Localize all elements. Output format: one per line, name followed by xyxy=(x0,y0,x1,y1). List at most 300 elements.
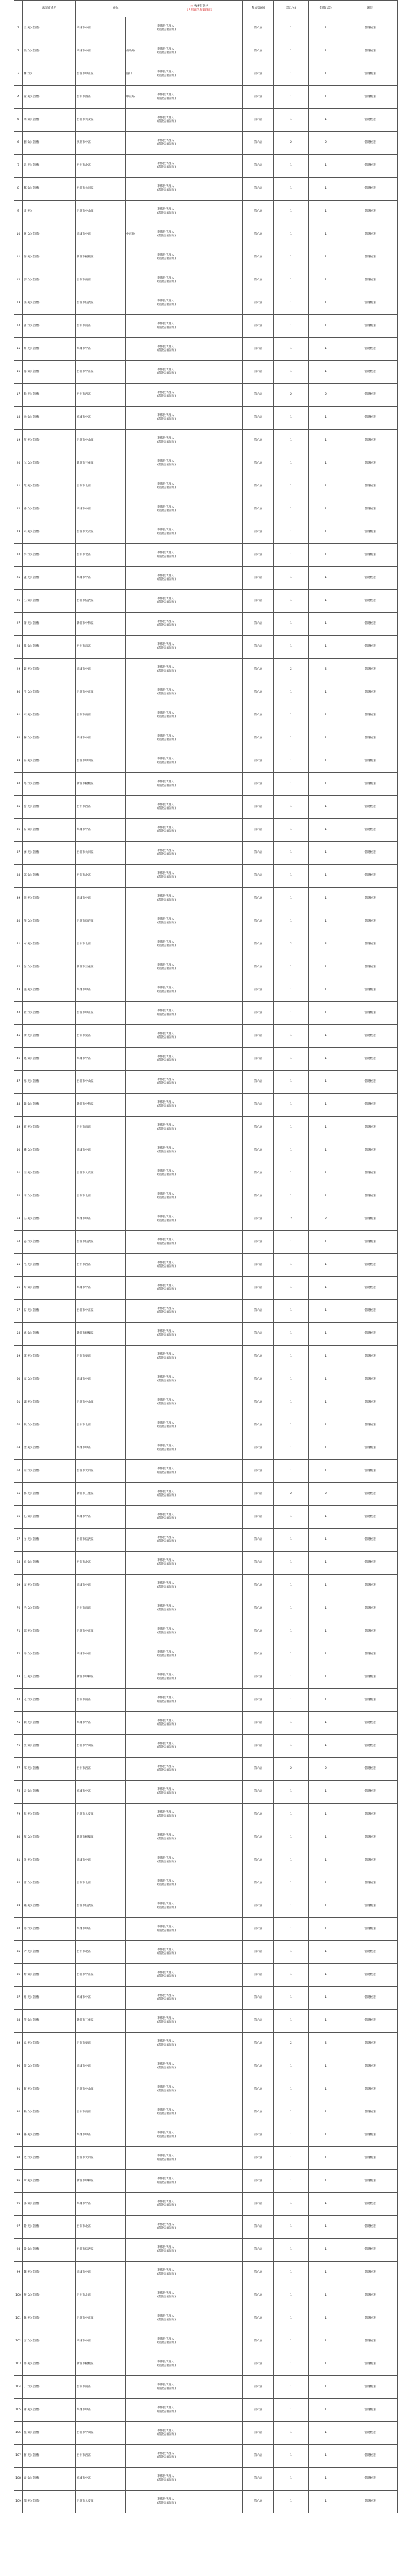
cell-street xyxy=(126,2055,156,2078)
table-row xyxy=(14,842,398,865)
cell-count-a: 1 xyxy=(274,2193,309,2216)
table-row xyxy=(14,1941,398,1964)
agent-text: 李伟股代理人 (當說話)(請加) xyxy=(157,1375,176,1383)
cell-no: 49 xyxy=(14,1117,23,1139)
agent-text: 李伟股代理人 (當說話)(請加) xyxy=(157,1307,176,1314)
agent-text: 李伟股代理人 (當說話)(請加) xyxy=(157,2200,176,2207)
cell-address: 高雄市中區 xyxy=(76,1781,126,1804)
cell-street xyxy=(126,681,156,704)
cell-count-b: 1 xyxy=(309,1941,343,1964)
cell-remark: 當選候選 xyxy=(343,2468,398,2491)
cell-remark: 當選候選 xyxy=(343,178,398,201)
cell-agent xyxy=(156,269,243,292)
cell-address: 台北市中山區 xyxy=(76,750,126,773)
agent-text: 李伟股代理人 (當說話)(請加) xyxy=(157,1398,176,1406)
table-row xyxy=(14,2491,398,2513)
cell-remark: 當選候選 xyxy=(343,1689,398,1712)
cell-remark: 當選候選 xyxy=(343,1346,398,1368)
cell-count-b: 1 xyxy=(309,1712,343,1735)
agent-text: 李伟股代理人 (當說話)(請加) xyxy=(157,1467,176,1474)
header-agent xyxy=(156,1,243,17)
agent-text: 李伟股代理人 (當說話)(請加) xyxy=(157,459,176,467)
cell-agent xyxy=(156,727,243,750)
cell-name: 薛(男)(全體) xyxy=(23,2353,76,2376)
cell-no: 96 xyxy=(14,2193,23,2216)
cell-address: 台中市北區 xyxy=(76,155,126,178)
cell-remark: 當選候選 xyxy=(343,2033,398,2055)
cell-remark: 當選候選 xyxy=(343,1094,398,1117)
agent-text: 李伟股代理人 (當說話)(請加) xyxy=(157,963,176,970)
cell-street xyxy=(126,1506,156,1529)
cell-name: 何(男)(全體) xyxy=(23,430,76,452)
agent-text: 李伟股代理人 (當說話)(請加) xyxy=(157,1192,176,1199)
cell-no: 5 xyxy=(14,109,23,132)
cell-no: 12 xyxy=(14,269,23,292)
cell-count-a: 1 xyxy=(274,1666,309,1689)
cell-address: 台北市中正區 xyxy=(76,1964,126,1987)
cell-count-b: 1 xyxy=(309,1460,343,1483)
cell-street: 中正路 xyxy=(126,86,156,109)
cell-no: 87 xyxy=(14,1987,23,2010)
cell-no: 72 xyxy=(14,1643,23,1666)
cell-name: 馮(男)(全體) xyxy=(23,1071,76,1094)
cell-meeting: 第六屆 xyxy=(243,2353,274,2376)
cell-remark: 當選候選 xyxy=(343,1735,398,1758)
cell-name: 段(男)(全體) xyxy=(23,1849,76,1872)
cell-agent xyxy=(156,842,243,865)
cell-remark: 當選候選 xyxy=(343,819,398,842)
cell-name: 金(男)(全體) xyxy=(23,1437,76,1460)
cell-agent xyxy=(156,1002,243,1025)
cell-address: 新北市三重區 xyxy=(76,2010,126,2033)
cell-address: 高雄市中區 xyxy=(76,1277,126,1300)
agent-text: 李伟股代理人 (當說話)(請加) xyxy=(157,940,176,948)
table-row xyxy=(14,1735,398,1758)
cell-street xyxy=(126,1918,156,1941)
cell-meeting: 第六屆 xyxy=(243,1529,274,1552)
cell-count-b: 1 xyxy=(309,2491,343,2513)
agent-text: 李伟股代理人 (當說話)(請加) xyxy=(157,780,176,787)
cell-meeting: 第六屆 xyxy=(243,1987,274,2010)
cell-count-a: 1 xyxy=(274,2468,309,2491)
cell-no: 75 xyxy=(14,1712,23,1735)
agent-text: 李伟股代理人 (當說話)(請加) xyxy=(157,1948,176,1955)
table-row xyxy=(14,1414,398,1437)
table-row xyxy=(14,956,398,979)
cell-meeting: 第六屆 xyxy=(243,2491,274,2513)
cell-street xyxy=(126,155,156,178)
cell-remark: 當選候選 xyxy=(343,86,398,109)
cell-address: 台中市北區 xyxy=(76,1941,126,1964)
cell-no: 52 xyxy=(14,1185,23,1208)
cell-count-a: 1 xyxy=(274,2170,309,2193)
cell-count-b: 1 xyxy=(309,2284,343,2307)
cell-street xyxy=(126,613,156,636)
agent-text: 李伟股代理人 (當說話)(請加) xyxy=(157,413,176,421)
cell-meeting: 第六屆 xyxy=(243,2445,274,2468)
cell-address: 台中市西區 xyxy=(76,1758,126,1781)
cell-street xyxy=(126,407,156,430)
cell-agent xyxy=(156,704,243,727)
header-agent-label: 致委任者名 xyxy=(194,4,209,8)
cell-address: 高雄市中區 xyxy=(76,819,126,842)
cell-name: 盧(男)(全體) xyxy=(23,567,76,590)
cell-count-a: 1 xyxy=(274,1048,309,1071)
table-row xyxy=(14,1208,398,1231)
cell-name: 宋(男)(全體) xyxy=(23,704,76,727)
cell-count-a: 1 xyxy=(274,1895,309,1918)
cell-name: 武(男)(全體) xyxy=(23,2033,76,2055)
cell-count-a: 1 xyxy=(274,727,309,750)
header-agent-sub: (大智區代表第四區) xyxy=(187,9,212,12)
cell-count-b: 1 xyxy=(309,1048,343,1071)
agent-text: 李伟股代理人 (當說話)(請加) xyxy=(157,2131,176,2138)
cell-remark: 當選候選 xyxy=(343,1666,398,1689)
cell-count-b: 1 xyxy=(309,361,343,384)
cell-agent xyxy=(156,361,243,384)
cell-meeting: 第六屆 xyxy=(243,475,274,498)
cell-count-b: 1 xyxy=(309,1437,343,1460)
cell-remark: 當選候選 xyxy=(343,1964,398,1987)
cell-street xyxy=(126,1483,156,1506)
cell-agent xyxy=(156,865,243,888)
cell-meeting: 第六屆 xyxy=(243,1666,274,1689)
cell-street xyxy=(126,1025,156,1048)
cell-count-b: 1 xyxy=(309,1071,343,1094)
cell-meeting: 第六屆 xyxy=(243,1414,274,1437)
cell-agent xyxy=(156,1689,243,1712)
cell-street xyxy=(126,1758,156,1781)
cell-no: 34 xyxy=(14,773,23,796)
table-row xyxy=(14,636,398,659)
agent-text: 李伟股代理人 (當說話)(請加) xyxy=(157,2062,176,2070)
cell-name: 袁(女)(全體) xyxy=(23,2468,76,2491)
cell-address: 新北市中和區 xyxy=(76,1666,126,1689)
agent-text: 李伟股代理人 (當說話)(請加) xyxy=(157,1558,176,1566)
cell-count-a: 2 xyxy=(274,1208,309,1231)
cell-meeting: 第六屆 xyxy=(243,1094,274,1117)
cell-address: 台中市南區 xyxy=(76,2101,126,2124)
cell-street xyxy=(126,201,156,223)
cell-count-b: 1 xyxy=(309,1529,343,1552)
cell-street xyxy=(126,1391,156,1414)
cell-count-b: 1 xyxy=(309,86,343,109)
cell-count-b: 1 xyxy=(309,1300,343,1323)
table-row xyxy=(14,407,398,430)
cell-count-a: 1 xyxy=(274,1071,309,1094)
cell-remark: 當選候選 xyxy=(343,1414,398,1437)
cell-remark: 當選候選 xyxy=(343,681,398,704)
cell-street xyxy=(126,1048,156,1071)
cell-address: 台北市大安區 xyxy=(76,2491,126,2513)
cell-agent xyxy=(156,155,243,178)
cell-street xyxy=(126,819,156,842)
cell-agent xyxy=(156,1735,243,1758)
agent-text: 李伟股代理人 (當說話)(請加) xyxy=(157,436,176,444)
table-row xyxy=(14,2284,398,2307)
agent-text: 李伟股代理人 (當說話)(請加) xyxy=(157,1032,176,1039)
cell-name: 朱(男)(全體) xyxy=(23,521,76,544)
cell-street xyxy=(126,1094,156,1117)
table-row xyxy=(14,1849,398,1872)
cell-count-a: 1 xyxy=(274,1460,309,1483)
cell-no: 33 xyxy=(14,750,23,773)
cell-meeting: 第六屆 xyxy=(243,590,274,613)
cell-no: 40 xyxy=(14,910,23,933)
cell-count-b: 1 xyxy=(309,613,343,636)
cell-remark: 當選候選 xyxy=(343,40,398,63)
cell-count-b: 1 xyxy=(309,498,343,521)
cell-count-b: 1 xyxy=(309,1597,343,1620)
cell-count-a: 1 xyxy=(274,1437,309,1460)
cell-meeting: 第六屆 xyxy=(243,819,274,842)
agent-text: 李伟股代理人 (當說話)(請加) xyxy=(157,528,176,535)
cell-name: 邵(男)(全體) xyxy=(23,1758,76,1781)
cell-meeting: 第六屆 xyxy=(243,201,274,223)
cell-address: 新北市板橋區 xyxy=(76,246,126,269)
cell-count-b: 1 xyxy=(309,1185,343,1208)
cell-name: 龍(男)(全體) xyxy=(23,1804,76,1826)
cell-address: 高雄市中區 xyxy=(76,498,126,521)
cell-count-b: 1 xyxy=(309,2193,343,2216)
cell-count-b: 1 xyxy=(309,2445,343,2468)
cell-remark: 當選候選 xyxy=(343,2124,398,2147)
cell-count-b: 1 xyxy=(309,590,343,613)
cell-street xyxy=(126,452,156,475)
cell-remark: 當選候選 xyxy=(343,430,398,452)
agent-text: 李伟股代理人 (當說話)(請加) xyxy=(157,711,176,719)
cell-agent xyxy=(156,2422,243,2445)
cell-agent xyxy=(156,63,243,86)
cell-name: 費(男)(全體) xyxy=(23,2216,76,2239)
cell-meeting: 第六屆 xyxy=(243,1185,274,1208)
table-row xyxy=(14,1254,398,1277)
cell-remark: 當選候選 xyxy=(343,384,398,407)
cell-no: 17 xyxy=(14,384,23,407)
cell-meeting: 第六屆 xyxy=(243,1323,274,1346)
cell-street xyxy=(126,2307,156,2330)
cell-no: 63 xyxy=(14,1437,23,1460)
cell-no: 90 xyxy=(14,2055,23,2078)
cell-address: 高雄市中區 xyxy=(76,1712,126,1735)
cell-remark: 當選候選 xyxy=(343,452,398,475)
cell-address: 高雄市中區 xyxy=(76,1849,126,1872)
cell-no: 31 xyxy=(14,704,23,727)
cell-count-a: 1 xyxy=(274,1002,309,1025)
table-row xyxy=(14,819,398,842)
cell-agent xyxy=(156,590,243,613)
cell-no: 94 xyxy=(14,2147,23,2170)
cell-count-a: 1 xyxy=(274,1552,309,1575)
cell-count-b: 1 xyxy=(309,1895,343,1918)
cell-no: 21 xyxy=(14,475,23,498)
table-row xyxy=(14,1895,398,1918)
cell-name: 杜(女)(全體) xyxy=(23,1002,76,1025)
cell-street xyxy=(126,132,156,155)
cell-remark: 當選候選 xyxy=(343,521,398,544)
agent-text: 李伟股代理人 (當說話)(請加) xyxy=(157,2154,176,2161)
cell-remark: 當選候選 xyxy=(343,361,398,384)
cell-remark: 當選候選 xyxy=(343,1849,398,1872)
cell-address: 台北市中正區 xyxy=(76,63,126,86)
cell-name: 陸(女)(全體) xyxy=(23,1460,76,1483)
cell-count-a: 1 xyxy=(274,590,309,613)
cell-agent xyxy=(156,246,243,269)
table-row xyxy=(14,796,398,819)
cell-no: 30 xyxy=(14,681,23,704)
cell-name: 龔(男)(全體) xyxy=(23,2124,76,2147)
cell-meeting: 第六屆 xyxy=(243,109,274,132)
cell-agent xyxy=(156,1025,243,1048)
cell-street xyxy=(126,1368,156,1391)
cell-remark: 當選候選 xyxy=(343,2353,398,2376)
cell-agent xyxy=(156,636,243,659)
cell-no: 3 xyxy=(14,63,23,86)
cell-meeting: 第六屆 xyxy=(243,2078,274,2101)
cell-meeting: 第六屆 xyxy=(243,1849,274,1872)
agent-text: 李伟股代理人 (當說話)(請加) xyxy=(157,1055,176,1062)
cell-street xyxy=(126,2010,156,2033)
cell-remark: 當選候選 xyxy=(343,1368,398,1391)
cell-street xyxy=(126,1964,156,1987)
cell-meeting: 第六屆 xyxy=(243,773,274,796)
table-row xyxy=(14,315,398,338)
cell-name: 常(女)(全體) xyxy=(23,2010,76,2033)
cell-count-b: 1 xyxy=(309,2216,343,2239)
table-row xyxy=(14,1231,398,1254)
cell-street xyxy=(126,2445,156,2468)
cell-count-a: 1 xyxy=(274,1117,309,1139)
cell-address: 新北市中和區 xyxy=(76,2170,126,2193)
agent-text: 李伟股代理人 (當說話)(請加) xyxy=(157,47,176,54)
cell-count-a: 1 xyxy=(274,865,309,888)
cell-street xyxy=(126,979,156,1002)
cell-address: 台南市東區 xyxy=(76,1346,126,1368)
cell-meeting: 第六屆 xyxy=(243,1758,274,1781)
cell-remark: 當選候選 xyxy=(343,2170,398,2193)
cell-address: 高雄市中區 xyxy=(76,979,126,1002)
cell-no: 101 xyxy=(14,2307,23,2330)
cell-no: 55 xyxy=(14,1254,23,1277)
table-row xyxy=(14,17,398,40)
cell-address: 台北市大安區 xyxy=(76,109,126,132)
agent-text: 李伟股代理人 (當說話)(請加) xyxy=(157,1261,176,1268)
cell-remark: 當選候選 xyxy=(343,1139,398,1162)
cell-remark: 當選候選 xyxy=(343,155,398,178)
cell-count-a: 1 xyxy=(274,956,309,979)
cell-address: 台北市信義區 xyxy=(76,590,126,613)
table-row xyxy=(14,1300,398,1323)
cell-no: 35 xyxy=(14,796,23,819)
cell-remark: 當選候選 xyxy=(343,17,398,40)
cell-count-b: 1 xyxy=(309,109,343,132)
cell-count-b: 1 xyxy=(309,956,343,979)
cell-count-b: 1 xyxy=(309,1002,343,1025)
cell-name: 秦(女)(全體) xyxy=(23,1643,76,1666)
cell-remark: 當選候選 xyxy=(343,1918,398,1941)
cell-count-a: 1 xyxy=(274,109,309,132)
cell-agent xyxy=(156,1094,243,1117)
header-no xyxy=(14,1,23,17)
cell-name: 黎(女)(全體) xyxy=(23,1964,76,1987)
cell-agent xyxy=(156,1529,243,1552)
cell-name: 沈(女)(全體) xyxy=(23,452,76,475)
cell-agent xyxy=(156,1346,243,1368)
table-row xyxy=(14,1025,398,1048)
cell-name: 周(男) xyxy=(23,201,76,223)
cell-remark: 當選候選 xyxy=(343,1941,398,1964)
cell-name: 劉(女)(全體) xyxy=(23,132,76,155)
cell-no: 32 xyxy=(14,727,23,750)
cell-street xyxy=(126,1117,156,1139)
cell-name: 曹(男)(全體) xyxy=(23,2445,76,2468)
cell-meeting: 第六屆 xyxy=(243,1781,274,1804)
cell-remark: 當選候選 xyxy=(343,63,398,86)
cell-count-a: 1 xyxy=(274,704,309,727)
cell-street xyxy=(126,498,156,521)
cell-address: 台北市中正區 xyxy=(76,1620,126,1643)
cell-remark: 當選候選 xyxy=(343,933,398,956)
cell-count-b: 1 xyxy=(309,17,343,40)
cell-count-a: 1 xyxy=(274,1987,309,2010)
agent-text: 李伟股代理人 (當說話)(請加) xyxy=(157,368,176,375)
cell-address: 高雄市中區 xyxy=(76,223,126,246)
agent-text: 李伟股代理人 (當說話)(請加) xyxy=(157,1719,176,1726)
cell-agent xyxy=(156,2193,243,2216)
cell-agent xyxy=(156,2399,243,2422)
table-row xyxy=(14,567,398,590)
agent-text: 李伟股代理人 (當說話)(請加) xyxy=(157,1513,176,1520)
cell-count-b: 1 xyxy=(309,246,343,269)
cell-meeting: 第六屆 xyxy=(243,2170,274,2193)
cell-remark: 當選候選 xyxy=(343,2216,398,2239)
cell-address: 高雄市中區 xyxy=(76,2330,126,2353)
cell-address: 台中市南區 xyxy=(76,636,126,659)
cell-name: 郭(女)(全體) xyxy=(23,269,76,292)
cell-address: 台中市北區 xyxy=(76,2284,126,2307)
table-row xyxy=(14,452,398,475)
cell-no: 86 xyxy=(14,1964,23,1987)
cell-street xyxy=(126,1002,156,1025)
cell-count-a: 1 xyxy=(274,2239,309,2262)
cell-count-a: 1 xyxy=(274,521,309,544)
cell-address: 新北市中和區 xyxy=(76,1094,126,1117)
agent-text: 李伟股代理人 (當說話)(請加) xyxy=(157,116,176,123)
cell-count-b: 1 xyxy=(309,2010,343,2033)
agent-text: 李伟股代理人 (當說話)(請加) xyxy=(157,1604,176,1612)
cell-count-b: 1 xyxy=(309,1804,343,1826)
cell-count-b: 1 xyxy=(309,544,343,567)
cell-count-b: 1 xyxy=(309,2330,343,2353)
cell-remark: 當選候選 xyxy=(343,132,398,155)
agent-text: 李伟股代理人 (當說話)(請加) xyxy=(157,1627,176,1635)
cell-meeting: 第六屆 xyxy=(243,2376,274,2399)
cell-no: 22 xyxy=(14,498,23,521)
cell-count-b: 1 xyxy=(309,452,343,475)
agent-text: 李伟股代理人 (當說話)(請加) xyxy=(157,1696,176,1703)
cell-count-a: 1 xyxy=(274,1826,309,1849)
cell-meeting: 第六屆 xyxy=(243,1964,274,1987)
cell-street xyxy=(126,1185,156,1208)
cell-agent xyxy=(156,338,243,361)
cell-remark: 當選候選 xyxy=(343,842,398,865)
cell-meeting: 第六屆 xyxy=(243,1048,274,1071)
cell-remark: 當選候選 xyxy=(343,1300,398,1323)
cell-count-b: 1 xyxy=(309,1391,343,1414)
cell-count-b: 1 xyxy=(309,2239,343,2262)
cell-agent xyxy=(156,1185,243,1208)
cell-address: 高雄市中區 xyxy=(76,1918,126,1941)
